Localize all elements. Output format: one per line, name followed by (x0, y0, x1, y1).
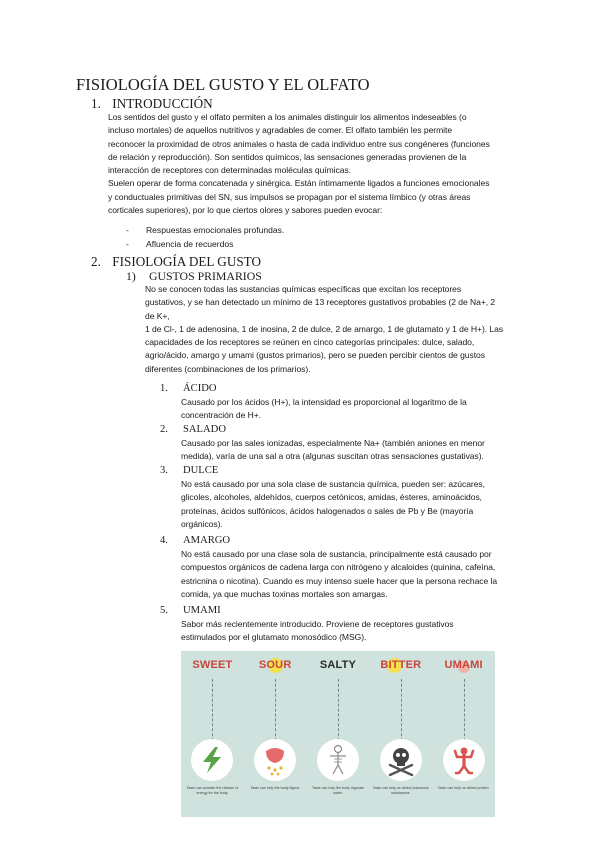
taste-caption: Taste can help the body digest. (250, 786, 300, 790)
taste-caption: Taste can activate the release of energy for the body. (186, 786, 239, 795)
taste-label: UMAMI (444, 659, 483, 671)
intro-line: interacción de receptores con determinadas moléculas químicas. (108, 165, 351, 176)
intro-line: Los sentidos del gusto y el olfato permiten a los animales distinguir los alimentos indeseables (o (108, 112, 467, 122)
muscle-figure-icon (443, 739, 485, 781)
taste-heading-dulce: 3. DULCE (160, 465, 219, 476)
lightning-bolt-icon (191, 739, 233, 781)
primary-tastes-paragraph (145, 283, 503, 376)
infographic-column-umami (432, 651, 495, 817)
section-2-heading (91, 254, 261, 270)
paragraph-line: diferentes (combinaciones de los primarios). (145, 363, 311, 374)
taste-description: Causado por las sales ionizadas, especialmente Na+ (también aniones en menor medida), varía de una sal a otra (algunas suscitan otras sensaciones gustativas). (181, 438, 485, 462)
document-title: FISIOLOGÍA DEL GUSTO Y EL OLFATO (76, 75, 370, 94)
intro-line: y conductuales primitivas del SN, sus impulsos se propagan por el sistema límbico (y otras áreas (108, 191, 471, 202)
paragraph-line: agrio/ácido, amargo y umami (gustos primarios), pero se pueden percibir cientos de gustos (145, 350, 485, 361)
taste-caption: Taste can help us detect protein. (437, 786, 490, 790)
taste-caption: Taste can help us detect poisonous substances. (372, 786, 429, 795)
taste-description: Causado por los ácidos (H+), la intensidad es proporcional al logaritmo de la concentración de H+. (181, 397, 467, 421)
intro-line: corticales superiores), por lo que ciertos olores y sabores pueden evocar: (108, 205, 383, 216)
list-item: - Respuestas emocionales profundas. (126, 225, 285, 235)
section-2-number: 2. (91, 254, 101, 269)
intro-paragraph (108, 111, 490, 217)
section-2-title: FISIOLOGÍA DEL GUSTO (112, 254, 262, 269)
taste-label: BITTER (380, 659, 422, 671)
section-1-number: 1. (91, 96, 101, 111)
intro-line: reconocer la proximidad de otros animales o hasta de cada individuo entre sus congéneres (funciones (108, 138, 490, 149)
taste-heading-acido: 1. ÁCIDO (160, 383, 217, 394)
tastes-infographic (181, 651, 495, 817)
infographic-column-salty (307, 651, 370, 817)
infographic-column-sweet (181, 651, 244, 817)
intro-line: incluso mortales) de aquellos nutritivos y agradables de comer. El olfato también les permite (108, 125, 453, 136)
list-item: - Afluencia de recuerdos (126, 239, 234, 249)
paragraph-line: capacidades de los receptores se reúnen en cinco categorías principales: dulce, salado, (145, 337, 475, 348)
taste-description: Sabor más recientemente introducido. Proviene de receptores gustativos estimulados por el glutamato monosódico (MSG). (181, 619, 454, 643)
skull-crossbones-icon (380, 739, 422, 781)
infographic-column-bitter (369, 651, 432, 817)
taste-caption: Taste can help the body regulate water. (312, 786, 364, 795)
paragraph-line: No se conocen todas las sustancias químicas específicas que excitan los receptores (145, 284, 462, 294)
intro-line: Suelen operar de forma concatenada y sinérgica. Están íntimamente ligados a funciones emocionales (108, 178, 490, 189)
taste-heading-amargo: 4. AMARGO (160, 535, 231, 546)
taste-label: SWEET (192, 659, 233, 671)
taste-label: SOUR (258, 659, 292, 671)
taste-heading-umami: 5. UMAMI (160, 605, 221, 616)
infographic-column-sour (244, 651, 307, 817)
section-1-title: INTRODUCCIÓN (112, 96, 213, 111)
paragraph-line: de K+, (145, 310, 170, 321)
taste-label: SALTY (319, 659, 357, 671)
taste-heading-salado: 2. SALADO (160, 424, 226, 435)
paragraph-line: 1 de Cl-, 1 de adenosina, 1 de inosina, 2 de dulce, 2 de amargo, 1 de glutamato y 1 de H+). Las (145, 323, 504, 334)
stomach-drops-icon (254, 739, 296, 781)
paragraph-line: gustativos, y se han detectado un mínimo de 13 receptores gustativos probables (2 de Na+, 2 (145, 297, 496, 308)
section-1-heading (91, 96, 213, 112)
intro-line: de relación y reproducción). Son sentidos químicos, las sensaciones generadas provienen de la (108, 151, 467, 162)
body-skeleton-icon (317, 739, 359, 781)
subsection-heading: 1) GUSTOS PRIMARIOS (126, 269, 262, 283)
taste-description: No está causado por una sola clase de sustancia química, pueden ser: azúcares, glicoles, alcoholes, aldehídos, cuerpos cetónicos, amidas, ésteres, aminoácidos, proteínas, ácidos sulfónicos, ácidos halogenados o sales de Pb y Be (mayoría orgánicos). (181, 479, 485, 529)
taste-description: No está causado por una clase sola de sustancia, principalmente está causado por compuestos orgánicos de cadena larga con nitrógeno y alcaloides (quinina, cafeína, estricnina o nicotina). Cuando es muy intenso suele hacer que la persona rechace la comida, ya que muchas toxinas mortales son amargas. (181, 549, 498, 599)
